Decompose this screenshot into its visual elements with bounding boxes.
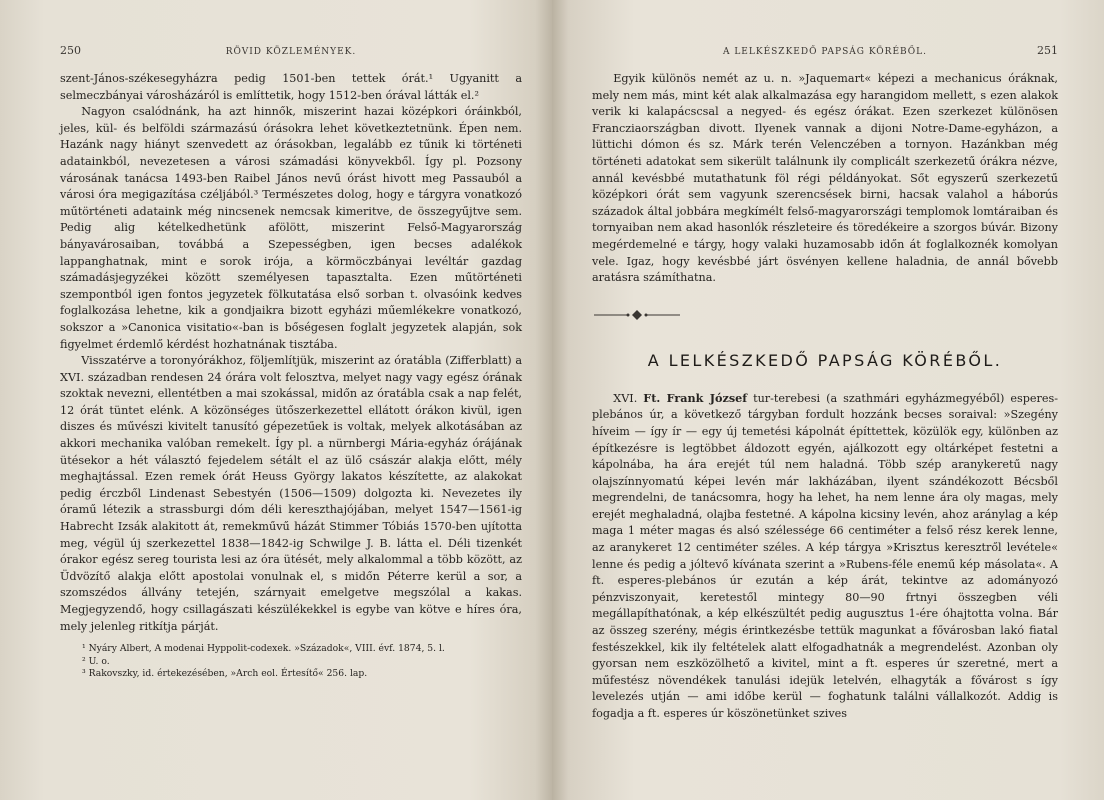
left-running-head bbox=[60, 44, 522, 57]
section-body-text bbox=[592, 390, 1058, 723]
footnote-1: ¹ Nyáry Albert, A modenai Hyppolit-codexek. »Századok«, VIII. évf. 1874, 5. l. bbox=[82, 643, 445, 655]
ornament-divider-icon bbox=[592, 309, 682, 321]
footnote-3: ³ Rakovszky, id. értekezésében, »Arch eol. Értesítő« 256. lap. bbox=[82, 668, 368, 679]
section-number: XVI. bbox=[613, 391, 638, 405]
left-page-number: 250 bbox=[60, 44, 81, 57]
left-paragraph-3: Visszatérve a toronyórákhoz, följemlítjük, miszerint az óratábla (Zifferblatt) a XVI. században rendesen 24 órára volt felosztva, melyet nagy vagy egész órának szoktak nevezni, ellentétben a mai szokással, midőn az óratábla csak a nap felét, 12 órát tüntet elénk. A közönséges ütőszerkezettel ellátott órákon kivül, igen diszes és művészi kivitelt tanusító gépezetűek is voltak, melyek alkotásában az akkori mechanika valóban remekelt. Így pl. a nürnbergi Mária-egyház órájának ütésekor a hét választó fejedelem sétált el az ülő császár alakja előtt, mély meghajtással. Ezen remek órát Heuss György lakatos készítette, az alakokat pedig érczből Lindenast Sebestyén (1506—1509) dolgozta ki. Nevezetes ily óramű létezik a strassburgi dóm déli kereszthajójában, melyet 1547—1561-ig Habrecht Izsák alakitott át, remekművű házát Stimmer Tóbiás 1570-ben ujította meg, végül új szerkezettel 1838—1842-ig Schwilge J. B. látta el. Déli tizenkét órakor egész sereg tourista lesi az óra ütését, mely alkalommal a több között, az Üdvözítő alakja előtt apostolai vonulnak el, s midőn Péterre kerül a sor, a szomszédos állvány tetején, szárnyait emelgetve megszólal a kakas. Megjegyzendő, hogy csillagászati készülékekkel is egybe van kötve e híres óra, mely jelenleg ritkítja párját. bbox=[60, 354, 522, 633]
left-paragraph-2: Nagyon csalódnánk, ha azt hinnők, miszerint hazai középkori óráinkból, jeles, kül- és belföldi származású órásokra lehet következtetnünk. Épen nem. Hazánk nagy hiányt szenvedett az órásokban, legalább ez tűnik ki történeti adatainkból, nevezetesen a városi számadási könyvekből. Így pl. Pozsony városának tanácsa 1493-ben Raibel János nevű órást hivott meg Passauból a városi óra megigazítása czéljából.³ Természetes dolog, hogy e tárgyra vonatkozó műtörténeti adataink még nincsenek nemcsak kimeritve, de összegyűjtve sem. Pedig alig kételkedhetünk afölött, miszerint Felső-Magyarország bányavárosaiban, továbbá a Szepességben, igen becses adalékok lappanghatnak, mint e sorok irója, a körmöczbányai levéltár gazdag számadásjegyzékei között személyesen tapasztalta. Ezen műtörténeti szempontból igen fontos jegyzetek fölkutatása első sorban t. olvasóink kedves foglalkozása lehetne, kik a gondjaikra bizott egyházi műemlékekre vonatkozó, sokszor a »Canonica visitatio«-ban is bőségesen foglalt jegyzetek alapján, sok figyelmet érdemlő kérdést hozhatnának tisztába. bbox=[60, 105, 522, 351]
section-heading: A LELKÉSZKEDŐ PAPSÁG KÖRÉBŐL. bbox=[647, 350, 1003, 370]
left-body-text bbox=[60, 71, 522, 635]
left-footnotes bbox=[60, 643, 522, 680]
footnote-2: ² U. o. bbox=[82, 655, 110, 667]
left-paragraph-1: szent-János-székesegyházra pedig 1501-ben tettek órát.¹ Ugyanitt a selmeczbányai városházáról is említtetik, hogy 1512-ben órával látták el.² bbox=[60, 72, 522, 102]
right-body-text bbox=[592, 71, 1058, 287]
right-paragraph-1: Egyik különös nemét az u. n. »Jaquemart« képezi a mechanicus óráknak, mely nem más, mint két alak alkalmazása egy harangidom mellett, s ezen alakok verik ki kalapácscsal a negyed- és egész órákat. Ezen szerkezet különösen Francziaországban divott. Ilyenek vannak a dijoni Notre-Dame-egyházon, a lüttichi dómon és sz. Márk terén Velenczében a tornyon. Hazánkban még történeti adatokat sem sikerült találnunk ily complicált szerkezetű órákra nézve, annál kevésbbé mutathatunk föl régi példányokat. Sőt egyszerű szerkezetű középkori órát sem vagyunk szerencsések birni, hacsak valahol a háborús századok által jobbára megkímélt felső-magyarországi templomok lomtáraiban és tornyaiban nem akad hasonlók részleteire és töredékeire a szorgos búvár. Bizony megérdemelné e tárgy, hogy valaki huzamosabb időn át foglalkoznék komolyan vele. Igaz, hogy kevésbbé járt ösvényen kellene haladnia, de annál bővebb aratásra számíthatna. bbox=[592, 72, 1058, 285]
right-header-title: A LELKÉSZKEDŐ PAPSÁG KÖRÉBŐL. bbox=[722, 47, 928, 57]
left-header-title: RÖVID KÖZLEMÉNYEK. bbox=[225, 47, 357, 57]
right-running-head bbox=[592, 44, 1058, 57]
right-page-number: 251 bbox=[1037, 44, 1058, 57]
section-paragraph bbox=[592, 390, 1058, 723]
right-page bbox=[552, 0, 1104, 800]
section-text: tur-terebesi (a szathmári egyházmegyéből) esperes-plebános úr, a következő tárgyban fordult hozzánk becses soraival: »Szegény híveim — így ír — egy új temetési kápolnát építtettek, közülök egy, különben az építkezésre is legtöbbet áldozott egyén, ajálkozott egy oltárképet festetni a kápolnába, ha ára erejét túl nem haladná. Több szép aranykeretű nagy olajszínnyomatú képei levén már lakházában, ilyent szándékozott Bécsből megrendelni, de tanácsomra, hogy ha lehet, ha nem lenne ára oly magas, mely erejét meghaladná, olajba festetné. A kápolna kicsiny levén, ahoz aránylag a kép maga 1 méter magas és alsó szélessége 66 centiméter a felső rész kerek lenne, az aranykeret 12 centiméter széles. A kép tárgya »Krisztus keresztről levétele« lenne és pedig a jóltevő kívánata szerint a »Rubens-féle enemű kép másolata«. A ft. esperes-plebános úr ezután a kép árát, tekintve az adományozó pénzviszonyait, keretestől mintegy 80—90 frtnyi összegben véli megállapíthatónak, a kép elkészültét pedig augusztus 1-ére óhajtotta volna. Bár az összeg szerény, mégis érintkezésbe tettük magunkat a fővárosban lakó fiatal festészekkel, kik ily feltételek alatt elfogadhatnák a megrendelést. Azonban oly gyorsan nem eszközölhető a kivitel, mint a ft. esperes úr szeretné, mert a műfestész növendékek tanulási idejük letelvén, elhagyták a fővárost s így levelezés utján — ami időbe kerül — foghatunk találni vállalkozót. Addig is fogadja a ft. esperes úr köszönetünket szives bbox=[592, 391, 1058, 720]
section-author: Ft. Frank József bbox=[643, 390, 748, 405]
